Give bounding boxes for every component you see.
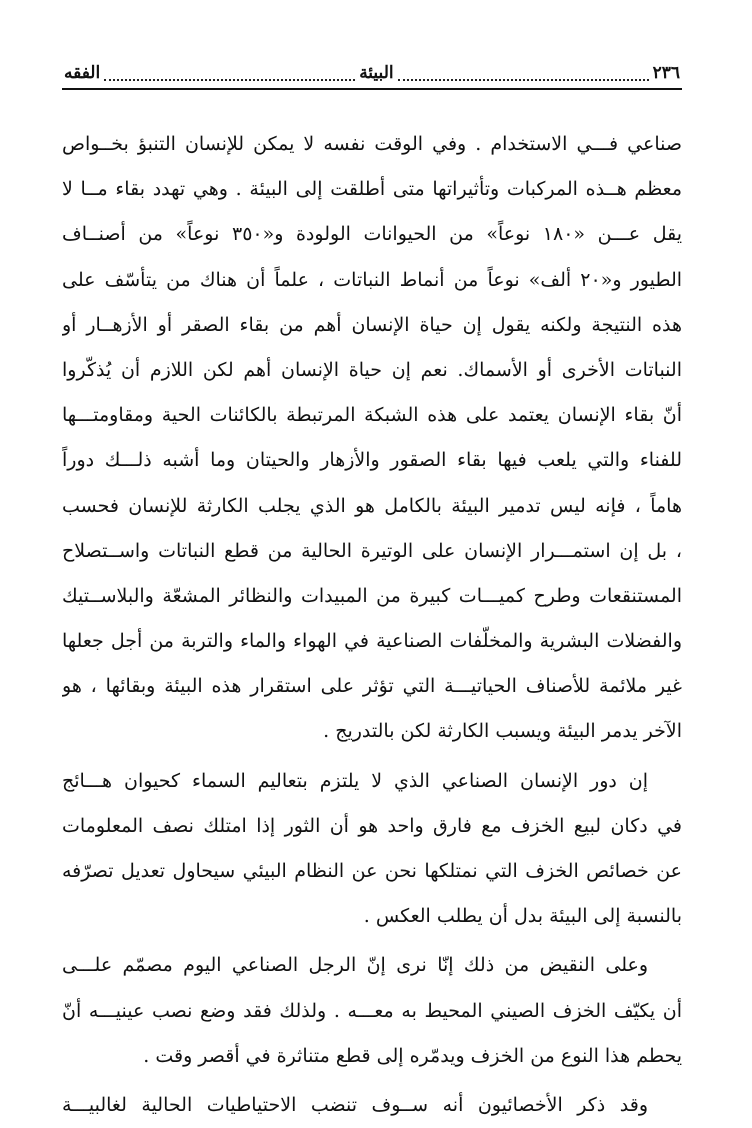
header-dot-leader <box>398 65 649 81</box>
text-line: الآخر يدمر البيئة ويسبب الكارثة لكن بالتدريج . <box>323 720 682 743</box>
text-line: والفضلات البشرية والمخلّفات الصناعية في الهواء والماء والتربة من أجل جعلها <box>62 630 682 653</box>
text-line: هاماً ، فإنه ليس تدمير البيئة بالكامل هو الذي يجلب الكارثة للإنسان فحسب <box>62 494 682 517</box>
text-line: بالنسبة إلى البيئة بدل أن يطلب العكس . <box>363 905 682 928</box>
text-line: غير ملائمة للأصناف الحياتيـــة التي تؤثر على استقرار هذه البيئة وبقائها ، هو <box>62 675 682 698</box>
text-line: صناعي فـــي الاستخدام . وفي الوقت نفسه لا يمكن للإنسان التنبؤ بخــواص <box>62 133 682 155</box>
text-line: في دكان لبيع الخزف مع فارق واحد هو أن الثور إذا امتلك نصف المعلومات <box>62 814 682 837</box>
text-line: المستنقعات وطرح كميـــات كبيرة من المبيدات والنظائر المشعّة والبلاســتيك <box>62 584 682 607</box>
page-number: ٢٣٦ <box>652 63 680 83</box>
text-line: ، بل إن استمـــرار الإنسان على الوتيرة الحالية من قطع النباتات واســتصلاح <box>62 539 682 562</box>
text-line: عن خصائص الخزف التي نمتلكها نحن عن النظام البيئي سيحاول تعديل تصرّفه <box>62 860 682 882</box>
text-line: أنّ بقاء الإنسان يعتمد على هذه الشبكة المرتبطة بالكائنات الحية ومقاومتـــها <box>62 404 682 427</box>
running-header <box>64 60 680 86</box>
text-line: النباتات الأخرى أو الأسماك. نعم إن حياة الإنسان أهم لكن اللازم أن يُذكّروا <box>62 358 682 381</box>
text-line: إن دور الإنسان الصناعي الذي لا يلتزم بتعاليم السماء كحيوان هـــائج <box>62 769 648 792</box>
text-line: هذه النتيجة ولكنه يقول إن حياة الإنسان أهم من بقاء الصقر أو الأزهــار أو <box>62 313 682 336</box>
text-line: وقد ذكر الأخصائيون أنه ســوف تنضب الاحتياطيات الحالية لغالبيـــة <box>62 1093 648 1116</box>
text-line: أن يكيّف الخزف الصيني المحيط به معـــه . ولذلك فقد وضع نصب عينيـــه أنّ <box>62 999 682 1022</box>
text-line: الطيور و«٢٠ ألف» نوعاً من أنماط النباتات ، علماً أن هناك من يتأسّف على <box>62 268 682 291</box>
body-text <box>62 122 682 1128</box>
text-line: يحطم هذا النوع من الخزف ويدمّره إلى قطع متناثرة في أقصر وقت . <box>143 1044 682 1067</box>
section-title: البيئة <box>359 63 394 83</box>
text-line: للفناء والتي يلعب فيها بقاء الصقور والأزهار والحيتان وما أشبه ذلـــك دوراً <box>62 449 682 472</box>
text-line: معظم هــذه المركبات وتأثيراتها متى أطلقت إلى البيئة . وهي تهدد بقاء مــا لا <box>62 178 682 201</box>
chapter-title: الفقه <box>64 63 101 83</box>
header-dot-leader <box>104 65 355 81</box>
text-line: يقل عـــن «١٨٠ نوعاً» من الحيوانات الولودة و«٣٥٠ نوعاً» من أصنــاف <box>62 223 682 246</box>
text-line: وعلى النقيض من ذلك إنّا نرى إنّ الرجل الصناعي اليوم مصمّم علـــى <box>62 954 648 977</box>
header-rule <box>62 88 682 90</box>
